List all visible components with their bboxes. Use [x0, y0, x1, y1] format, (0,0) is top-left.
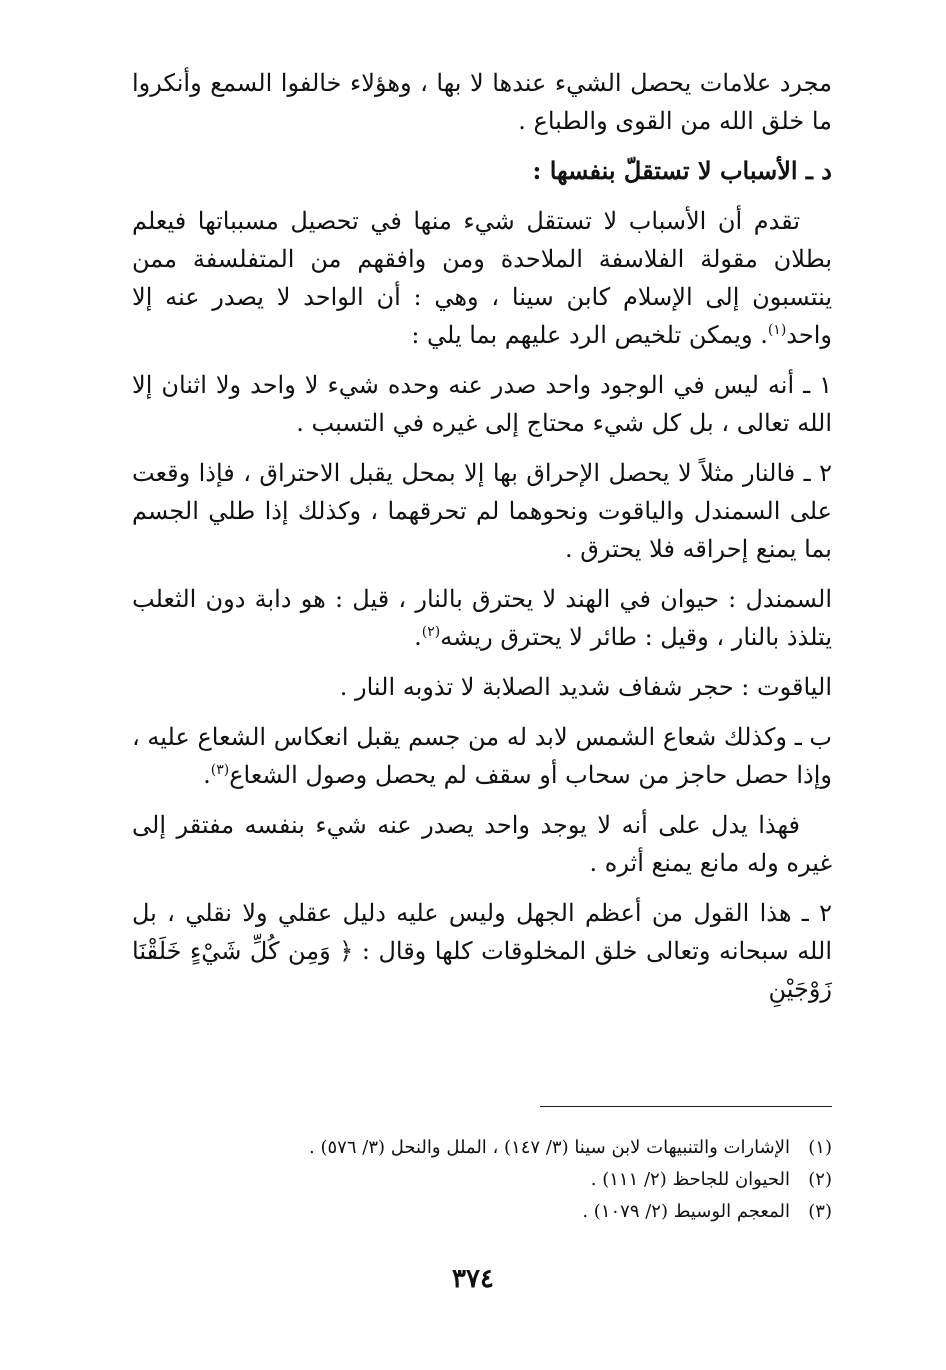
paragraph-5-text-a: السمندل : حيوان في الهند لا يحترق بالنار ، قيل : هو دابة دون الثعلب يتلذذ بالنار ، وقيل : طائر لا يحترق ريشه [132, 585, 832, 651]
footnote-item [132, 1196, 832, 1228]
footnote-divider [540, 1106, 832, 1107]
paragraph-7-text-b: . [203, 761, 211, 789]
paragraph-2 [132, 202, 832, 354]
footnote-item [132, 1164, 832, 1196]
footnote-ref-3: (٣) [210, 762, 230, 778]
paragraph-7 [132, 718, 832, 794]
paragraph-7-text-a: ب ـ وكذلك شعاع الشمس لابد له من جسم يقبل انعكاس الشعاع عليه ، وإذا حصل حاجز من سحاب أو سقف لم يحصل وصول الشعاع [132, 723, 833, 789]
paragraph-5 [132, 580, 832, 656]
footnotes [132, 1132, 832, 1228]
paragraph-6: الياقوت : حجر شفاف شديد الصلابة لا تذوبه النار . [339, 673, 832, 701]
footnote-ref-2: (٢) [421, 624, 441, 640]
paragraph-4: ٢ ـ فالنار مثلاً لا يحصل الإحراق بها إلا بمحل يقبل الاحتراق ، فإذا وقعت على السمندل والياقوت ونحوهما لم تحرقهما ، وكذلك إذا طلي الجسم بما يمنع إحراقه فلا يحترق . [132, 459, 832, 563]
footnote-text: الحيوان للجاحظ (٢/ ١١١) . [590, 1169, 790, 1190]
paragraph-5-text-b: . [414, 623, 422, 651]
paragraph-9: ٢ ـ هذا القول من أعظم الجهل وليس عليه دليل عقلي ولا نقلي ، بل الله سبحانه وتعالى خلق المخلوقات كلها وقال : ﴿ وَمِن كُلِّ شَيْءٍ خَلَقْنَا زَوْجَيْنِ [132, 899, 832, 1003]
footnote-text: المعجم الوسيط (٢/ ١٠٧٩) . [582, 1201, 790, 1222]
footnote-text: الإشارات والتنبيهات لابن سينا (٣/ ١٤٧) ، الملل والنحل (٣/ ٥٧٦) . [309, 1137, 790, 1158]
page-number: ٣٧٤ [452, 1264, 494, 1294]
footnote-ref-1: (١) [767, 322, 787, 338]
footnote-number: (٣) [808, 1201, 832, 1222]
footnote-number: (١) [808, 1137, 832, 1158]
footnote-number: (٢) [808, 1169, 832, 1190]
paragraph-1: مجرد علامات يحصل الشيء عندها لا بها ، وهؤلاء خالفوا السمع وأنكروا ما خلق الله من القوى والطباع . [132, 69, 832, 135]
paragraph-2-text-a: تقدم أن الأسباب لا تستقل شيء منها في تحصيل مسبباتها فيعلم بطلان مقولة الفلاسفة الملاحدة ومن وافقهم من المتفلسفة ممن ينتسبون إلى الإسلام كابن سينا ، وهي : أن الواحد لا يصدر عنه إلا واحد [132, 207, 832, 349]
main-text [132, 64, 832, 1020]
section-heading: د ـ الأسباب لا تستقلّ بنفسها : [532, 156, 832, 185]
paragraph-3: ١ ـ أنه ليس في الوجود واحد صدر عنه وحده شيء لا واحد ولا اثنان إلا الله تعالى ، بل كل شيء محتاج إلى غيره في التسبب . [132, 371, 832, 437]
footnote-item [132, 1132, 832, 1164]
paragraph-2-text-b: . ويمكن تلخيص الرد عليهم بما يلي : [411, 321, 768, 349]
paragraph-8: فهذا يدل على أنه لا يوجد واحد يصدر عنه شيء بنفسه مفتقر إلى غيره وله مانع يمنع أثره . [132, 811, 832, 877]
